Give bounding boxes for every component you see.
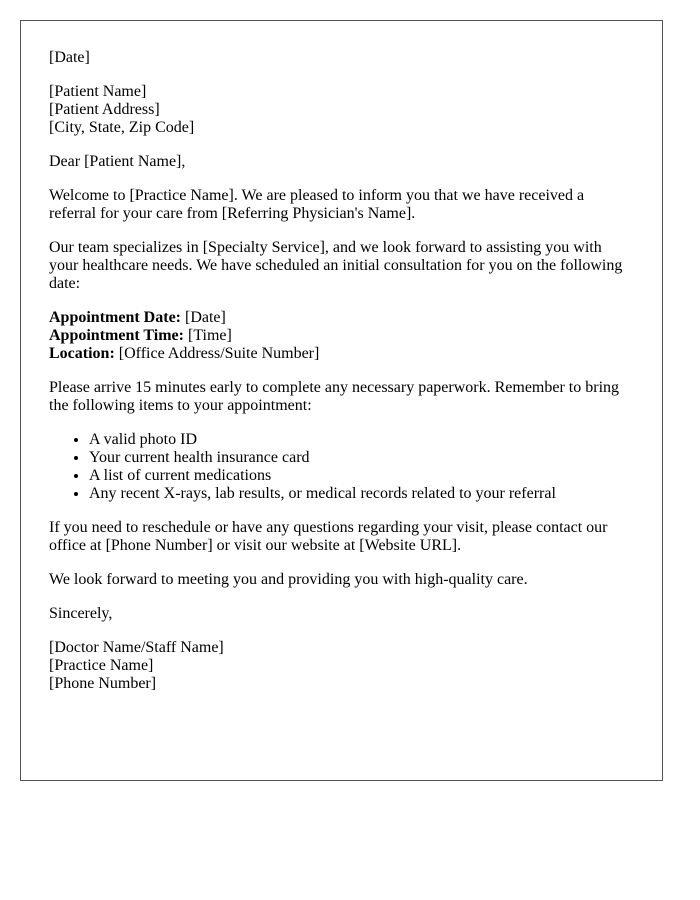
appointment-time-label: Appointment Time:: [49, 327, 184, 344]
signer-practice: [Practice Name]: [49, 657, 154, 674]
paragraph-welcome: Welcome to [Practice Name]. We are pleased to inform you that we have received a referral for your care from [Referring Physician's Name].: [49, 187, 585, 222]
list-item: • A list of current medications: [89, 467, 634, 485]
signature-block: [49, 639, 634, 693]
location-label: Location:: [49, 345, 115, 362]
list-item: • A valid photo ID: [89, 431, 634, 449]
paragraph-closing-remark: We look forward to meeting you and providing you with high-quality care.: [49, 571, 528, 588]
paragraph-arrival: Please arrive 15 minutes early to complete any necessary paperwork. Remember to bring the following items to your appointment:: [49, 379, 620, 414]
items-list: [49, 431, 634, 503]
recipient-address: [49, 83, 634, 137]
patient-name: [Patient Name]: [49, 83, 147, 100]
closing: Sincerely,: [49, 605, 113, 622]
appointment-time-value: [Time]: [183, 327, 232, 344]
appointment-details: [49, 309, 634, 363]
date: [Date]: [49, 49, 90, 66]
list-item: • Your current health insurance card: [89, 449, 634, 467]
location-value: [Office Address/Suite Number]: [114, 345, 320, 362]
appointment-date-value: [Date]: [181, 309, 226, 326]
letter: [20, 20, 663, 781]
appointment-date-label: Appointment Date:: [49, 309, 181, 326]
list-item: • Any recent X-rays, lab results, or medical records related to your referral: [89, 485, 634, 503]
patient-address: [Patient Address]: [49, 101, 160, 118]
salutation: Dear [Patient Name],: [49, 153, 186, 170]
signer-phone: [Phone Number]: [49, 675, 157, 692]
paragraph-contact: If you need to reschedule or have any questions regarding your visit, please contact our office at [Phone Number] or visit our website at [Website URL].: [49, 519, 608, 554]
city-state-zip: [City, State, Zip Code]: [49, 119, 195, 136]
paragraph-specialty: Our team specializes in [Specialty Service], and we look forward to assisting you with your healthcare needs. We have scheduled an initial consultation for you on the following date:: [49, 239, 623, 292]
signer-name: [Doctor Name/Staff Name]: [49, 639, 224, 656]
